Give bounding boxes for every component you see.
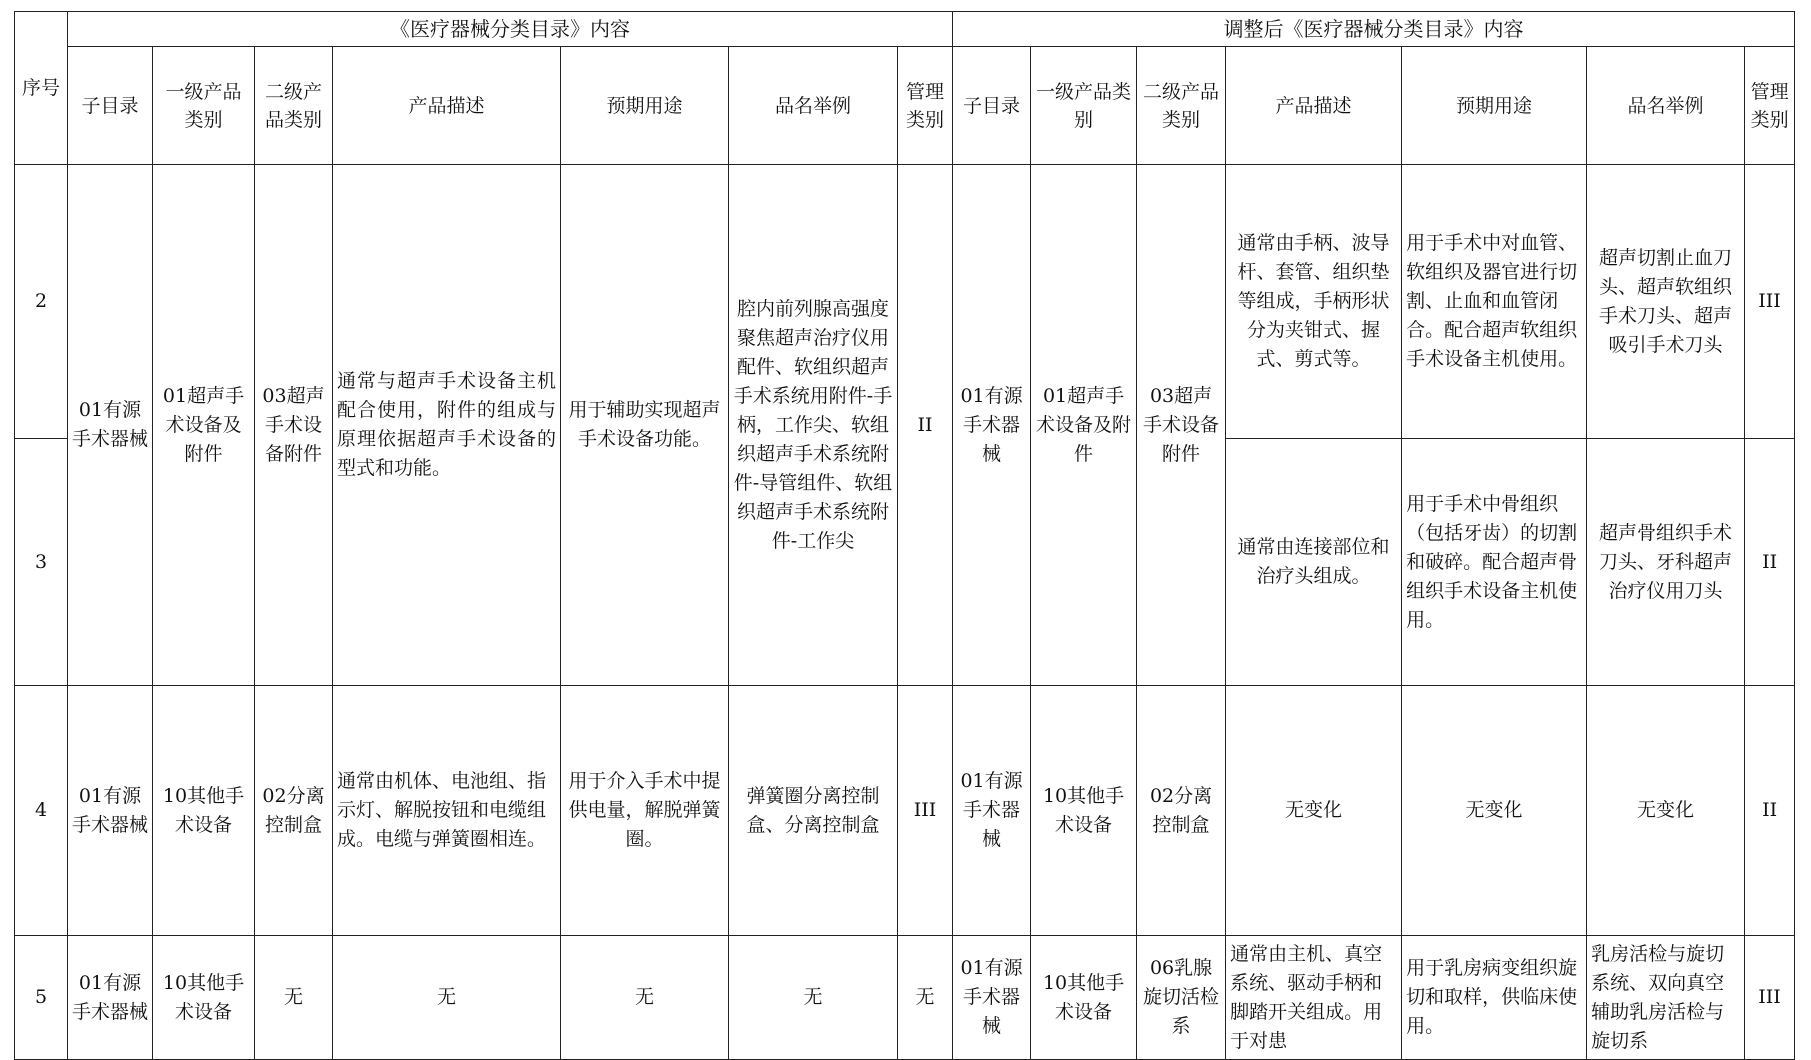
cell-original-intended-use: 用于辅助实现超声手术设备功能。 [561, 165, 729, 686]
cell-original-intended-use: 用于介入手术中提供电量，解脱弹簧圈。 [561, 686, 729, 936]
cell-adjusted-product-desc: 通常由主机、真空系统、驱动手柄和脚踏开关组成。用于对患 [1226, 936, 1402, 1060]
cell-original-mgmt-class: 无 [898, 936, 953, 1060]
header-original-mgmt-class: 管理类别 [898, 47, 953, 165]
cell-original-level1: 10其他手术设备 [153, 936, 255, 1060]
header-group-original: 《医疗器械分类目录》内容 [68, 12, 953, 47]
cell-adjusted-subcatalog: 01有源手术器械 [953, 686, 1031, 936]
cell-adjusted-mgmt-class: II [1745, 686, 1795, 936]
cell-adjusted-level2: 02分离控制盒 [1137, 686, 1226, 936]
header-adjusted-subcatalog: 子目录 [953, 47, 1031, 165]
cell-original-product-desc: 无 [333, 936, 561, 1060]
header-original-examples: 品名举例 [729, 47, 898, 165]
cell-adjusted-examples: 无变化 [1587, 686, 1745, 936]
cell-original-level2: 03超声手术设备附件 [255, 165, 333, 686]
cell-adjusted-intended-use: 用于手术中骨组织（包括牙齿）的切割和破碎。配合超声骨组织手术设备主机使用。 [1402, 439, 1587, 686]
cell-original-subcatalog: 01有源手术器械 [68, 936, 153, 1060]
cell-adjusted-level1: 01超声手术设备及附件 [1031, 165, 1137, 686]
table-row [15, 936, 1795, 1060]
header-adjusted-mgmt-class: 管理类别 [1745, 47, 1795, 165]
row-seq: 4 [15, 686, 68, 936]
cell-original-level1: 01超声手术设备及附件 [153, 165, 255, 686]
cell-original-level2: 02分离控制盒 [255, 686, 333, 936]
header-group-adjusted: 调整后《医疗器械分类目录》内容 [953, 12, 1795, 47]
classification-table [14, 11, 1795, 1060]
cell-original-level2: 无 [255, 936, 333, 1060]
header-adjusted-examples: 品名举例 [1587, 47, 1745, 165]
cell-adjusted-examples: 超声骨组织手术刀头、牙科超声治疗仪用刀头 [1587, 439, 1745, 686]
cell-adjusted-product-desc: 无变化 [1226, 686, 1402, 936]
table-row [15, 686, 1795, 936]
row-seq: 2 [15, 165, 68, 439]
cell-original-level1: 10其他手术设备 [153, 686, 255, 936]
cell-adjusted-intended-use: 无变化 [1402, 686, 1587, 936]
cell-original-product-desc: 通常与超声手术设备主机配合使用，附件的组成与原理依据超声手术设备的型式和功能。 [333, 165, 561, 686]
cell-adjusted-level1: 10其他手术设备 [1031, 686, 1137, 936]
cell-adjusted-intended-use: 用于手术中对血管、软组织及器官进行切割、止血和血管闭合。配合超声软组织手术设备主机使用。 [1402, 165, 1587, 439]
cell-original-intended-use: 无 [561, 936, 729, 1060]
cell-original-examples: 弹簧圈分离控制盒、分离控制盒 [729, 686, 898, 936]
cell-adjusted-product-desc: 通常由手柄、波导杆、套管、组织垫等组成，手柄形状分为夹钳式、握式、剪式等。 [1226, 165, 1402, 439]
cell-adjusted-mgmt-class: III [1745, 936, 1795, 1060]
cell-adjusted-level1: 10其他手术设备 [1031, 936, 1137, 1060]
header-original-level1: 一级产品类别 [153, 47, 255, 165]
cell-adjusted-examples: 超声切割止血刀头、超声软组织手术刀头、超声吸引手术刀头 [1587, 165, 1745, 439]
cell-adjusted-examples: 乳房活检与旋切系统、双向真空辅助乳房活检与旋切系 [1587, 936, 1745, 1060]
header-adjusted-level1: 一级产品类别 [1031, 47, 1137, 165]
cell-adjusted-subcatalog: 01有源手术器械 [953, 936, 1031, 1060]
header-original-level2: 二级产品类别 [255, 47, 333, 165]
cell-adjusted-product-desc: 通常由连接部位和治疗头组成。 [1226, 439, 1402, 686]
header-adjusted-level2: 二级产品类别 [1137, 47, 1226, 165]
cell-adjusted-level2: 06乳腺旋切活检系 [1137, 936, 1226, 1060]
row-seq: 3 [15, 439, 68, 686]
cell-original-mgmt-class: III [898, 686, 953, 936]
cell-adjusted-level2: 03超声手术设备附件 [1137, 165, 1226, 686]
cell-adjusted-subcatalog: 01有源手术器械 [953, 165, 1031, 686]
cell-original-mgmt-class: II [898, 165, 953, 686]
header-original-intended-use: 预期用途 [561, 47, 729, 165]
cell-original-subcatalog: 01有源手术器械 [68, 686, 153, 936]
cell-original-product-desc: 通常由机体、电池组、指示灯、解脱按钮和电缆组成。电缆与弹簧圈相连。 [333, 686, 561, 936]
cell-original-examples: 腔内前列腺高强度聚焦超声治疗仪用配件、软组织超声手术系统用附件-手柄，工作尖、软组织超声手术系统附件-导管组件、软组织超声手术系统附件-工作尖 [729, 165, 898, 686]
cell-adjusted-mgmt-class: III [1745, 165, 1795, 439]
row-seq: 5 [15, 936, 68, 1060]
header-adjusted-intended-use: 预期用途 [1402, 47, 1587, 165]
header-original-product-desc: 产品描述 [333, 47, 561, 165]
header-seq: 序号 [15, 12, 68, 165]
header-adjusted-product-desc: 产品描述 [1226, 47, 1402, 165]
cell-adjusted-intended-use: 用于乳房病变组织旋切和取样，供临床使用。 [1402, 936, 1587, 1060]
cell-original-examples: 无 [729, 936, 898, 1060]
cell-original-subcatalog: 01有源手术器械 [68, 165, 153, 686]
cell-adjusted-mgmt-class: II [1745, 439, 1795, 686]
header-original-subcatalog: 子目录 [68, 47, 153, 165]
table-row [15, 165, 1795, 439]
